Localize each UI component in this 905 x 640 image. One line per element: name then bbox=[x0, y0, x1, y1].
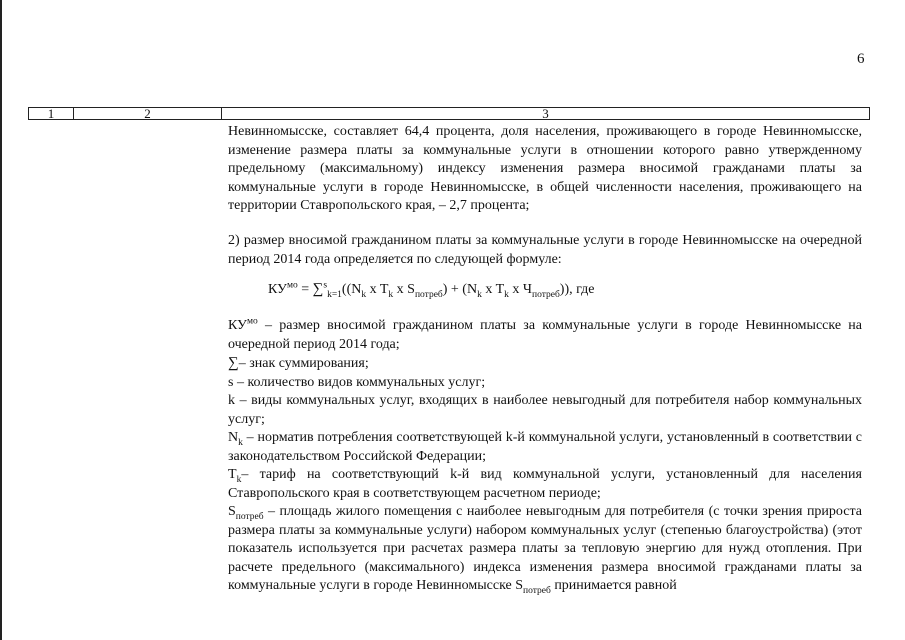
formula bbox=[268, 281, 595, 298]
formula-term: x T bbox=[366, 282, 389, 297]
definition-s: s – количество видов коммунальных услуг; bbox=[228, 374, 486, 390]
formula-term: )), где bbox=[559, 282, 595, 297]
definitions-list bbox=[228, 317, 862, 596]
sum-lower-limit: k=1 bbox=[327, 289, 342, 300]
column-header-1: 1 bbox=[47, 106, 55, 121]
column-header-table bbox=[28, 107, 870, 120]
formula-term: x S bbox=[393, 282, 415, 297]
column-header-3: 3 bbox=[542, 106, 549, 121]
formula-equals: = bbox=[297, 282, 313, 297]
formula-lhs-superscript: мо bbox=[286, 280, 298, 291]
definition-t: $T_k-$ тариф на соответствующий k-й вид коммунальной услуги, установленный для населения Ставропольского края в соответствующем расчетном периоде; bbox=[228, 467, 862, 501]
sum-upper-limit: s bbox=[323, 280, 328, 291]
definition-sum: ∑– знак суммирования; bbox=[228, 355, 369, 371]
formula-subscript: k bbox=[504, 289, 509, 300]
formula-subscript: k bbox=[477, 289, 482, 300]
formula-term: x Ч bbox=[508, 282, 533, 297]
paragraph-text: Невинномысске, составляет 64,4 процента, доля населения, проживающего в городе Невинномысске, изменение размера платы за коммунальные услуги в отношении которого равно утвержденному предельному (максимальному) индексу изменения размера вносимой гражданами платы за коммунальные услуги в городе Невинномысске, в общей численности населения, проживающего на территории Ставропольского края, – 2,7 процента; bbox=[228, 124, 862, 213]
definition-k: k – виды коммунальных услуг, входящих в наиболее невыгодный для потребителя набор коммунальных услуг; bbox=[228, 393, 862, 427]
formula-term: ((N bbox=[341, 282, 362, 297]
page-left-border bbox=[0, 0, 2, 640]
sum-symbol: ∑ bbox=[312, 281, 324, 297]
definition-ku: $КУ^{мо}$ – размер вносимой гражданином платы за коммунальные услуги в городе Невинномысске на очередной период 2014 года; bbox=[228, 316, 862, 352]
formula-term: x T bbox=[481, 282, 505, 297]
formula-subscript: k bbox=[388, 289, 394, 300]
formula-subscript: потреб bbox=[414, 289, 443, 300]
column-header-2: 2 bbox=[144, 106, 151, 121]
formula-term: ) + (N bbox=[442, 282, 478, 297]
formula-lhs: КУ bbox=[268, 282, 287, 297]
paragraph-formula-intro bbox=[228, 232, 862, 269]
formula-subscript: k bbox=[361, 289, 367, 300]
paragraph-text: 2) размер вносимой гражданином платы за коммунальные услуги в городе Невинномысске на очередной период 2014 года определяется по следующей формуле: bbox=[228, 233, 862, 267]
formula-subscript: потреб bbox=[532, 289, 560, 300]
definition-n: $N_k$ – норматив потребления соответствующей k-й коммунальной услуги, установленный в соответствии с законодательством Российской Федерации; bbox=[228, 430, 862, 464]
definition-s-potreb: $S_{потреб}$ – площадь жилого помещения с наиболее невыгодным для потребителя (с точки зрения прироста размера платы за коммунальные услуги) набором коммунальных услуг (степенью благоустройства) (этот показатель используется при расчетах размера платы за тепловую энергию для нужд отопления. При расчете предельного (максимального) индекса изменения размера вносимой гражданами платы за коммунальные услуги в городе Невинномысске $S_{потреб}$ принимается равной bbox=[228, 504, 862, 596]
page-number: 6 bbox=[857, 51, 865, 67]
paragraph-shares bbox=[228, 123, 862, 216]
